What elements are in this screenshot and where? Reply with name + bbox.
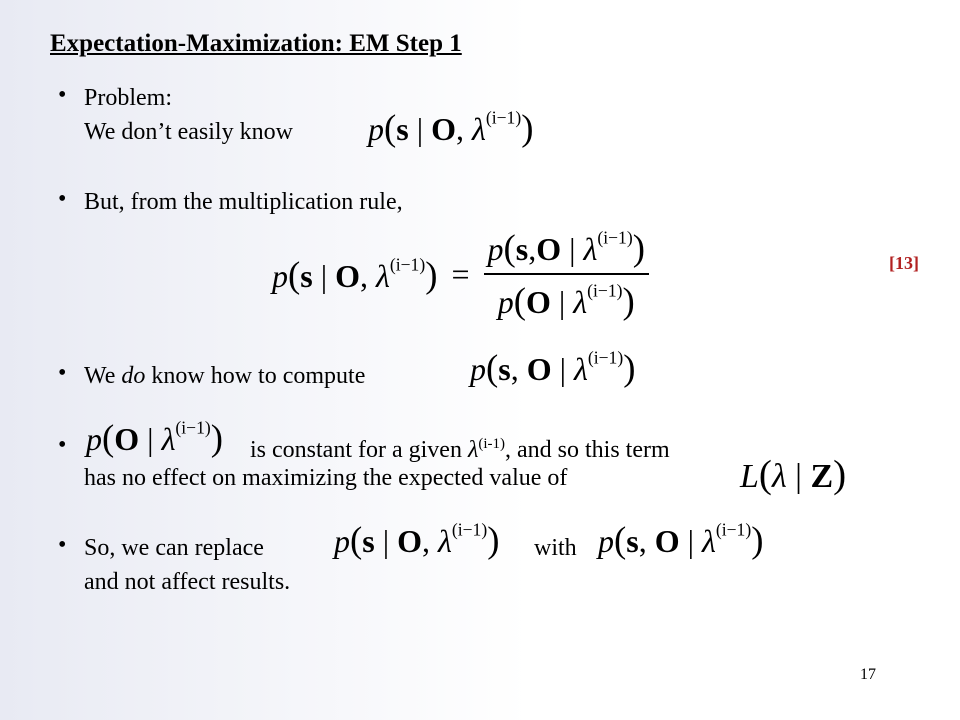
bullet-3-emphasis: do [121, 363, 146, 389]
reference-label: [13] [889, 253, 919, 273]
bullet-1-heading: Problem: [84, 85, 172, 111]
fraction-numerator: p(s,O | $\lambda^{(i-1)}$) [487, 227, 645, 268]
bullet-4-line2: has no effect on maximizing the expected value of [84, 465, 568, 491]
bullet-3-symbol: • [58, 360, 67, 386]
bullet-5-text: So, we can replace [84, 535, 264, 561]
page-number: 17 [860, 666, 876, 683]
bullet-4-symbol: • [58, 432, 67, 458]
bullet-3-text: We do know how to compute [84, 363, 366, 389]
slide-title: Expectation-Maximization: EM Step 1 [50, 30, 462, 57]
formula-p-O-given-lambda: p(O | $\lambda^{(i-1)}$) [86, 417, 224, 458]
bullet-2-symbol: • [58, 186, 67, 212]
bullet-1-text: We don’t easily know [84, 119, 293, 145]
formula-p-s-O-given-lambda: p(s, O | $\lambda^{(i-1)}$) [470, 347, 636, 388]
bayes-equation: p(s | O, $\lambda^{(i-1)}$) = $\frac{p(s,O | \lambda^{(i-1)})}{p(O | \lambda^{(i-1)})}$ [272, 226, 649, 322]
bullet-4-text: is constant for a given $\lambda^{(i-1)}$, and so this term [250, 436, 670, 463]
bullet-2-text: But, from the multiplication rule, [84, 189, 403, 215]
fraction-denominator: p(O | $\lambda^{(i-1)}$) [497, 280, 635, 321]
fraction-bar [484, 273, 649, 275]
bullet-5-line2: and not affect results. [84, 569, 291, 595]
formula-L-lambda-given-Z: L(λ | Z) [740, 453, 847, 496]
formula-replace-to: p(s, O | $\lambda^{(i-1)}$) [598, 519, 764, 560]
bullet-5-symbol: • [58, 532, 67, 558]
bullet-5-with: with [534, 535, 577, 561]
bullet-1-symbol: • [58, 82, 67, 108]
formula-p-s-given-O-lambda: p(s | O, $\lambda^{(i-1)}$) [368, 107, 534, 148]
equation-fraction [484, 226, 649, 322]
formula-replace-from: p(s | O, $\lambda^{(i-1)}$) [334, 519, 500, 560]
